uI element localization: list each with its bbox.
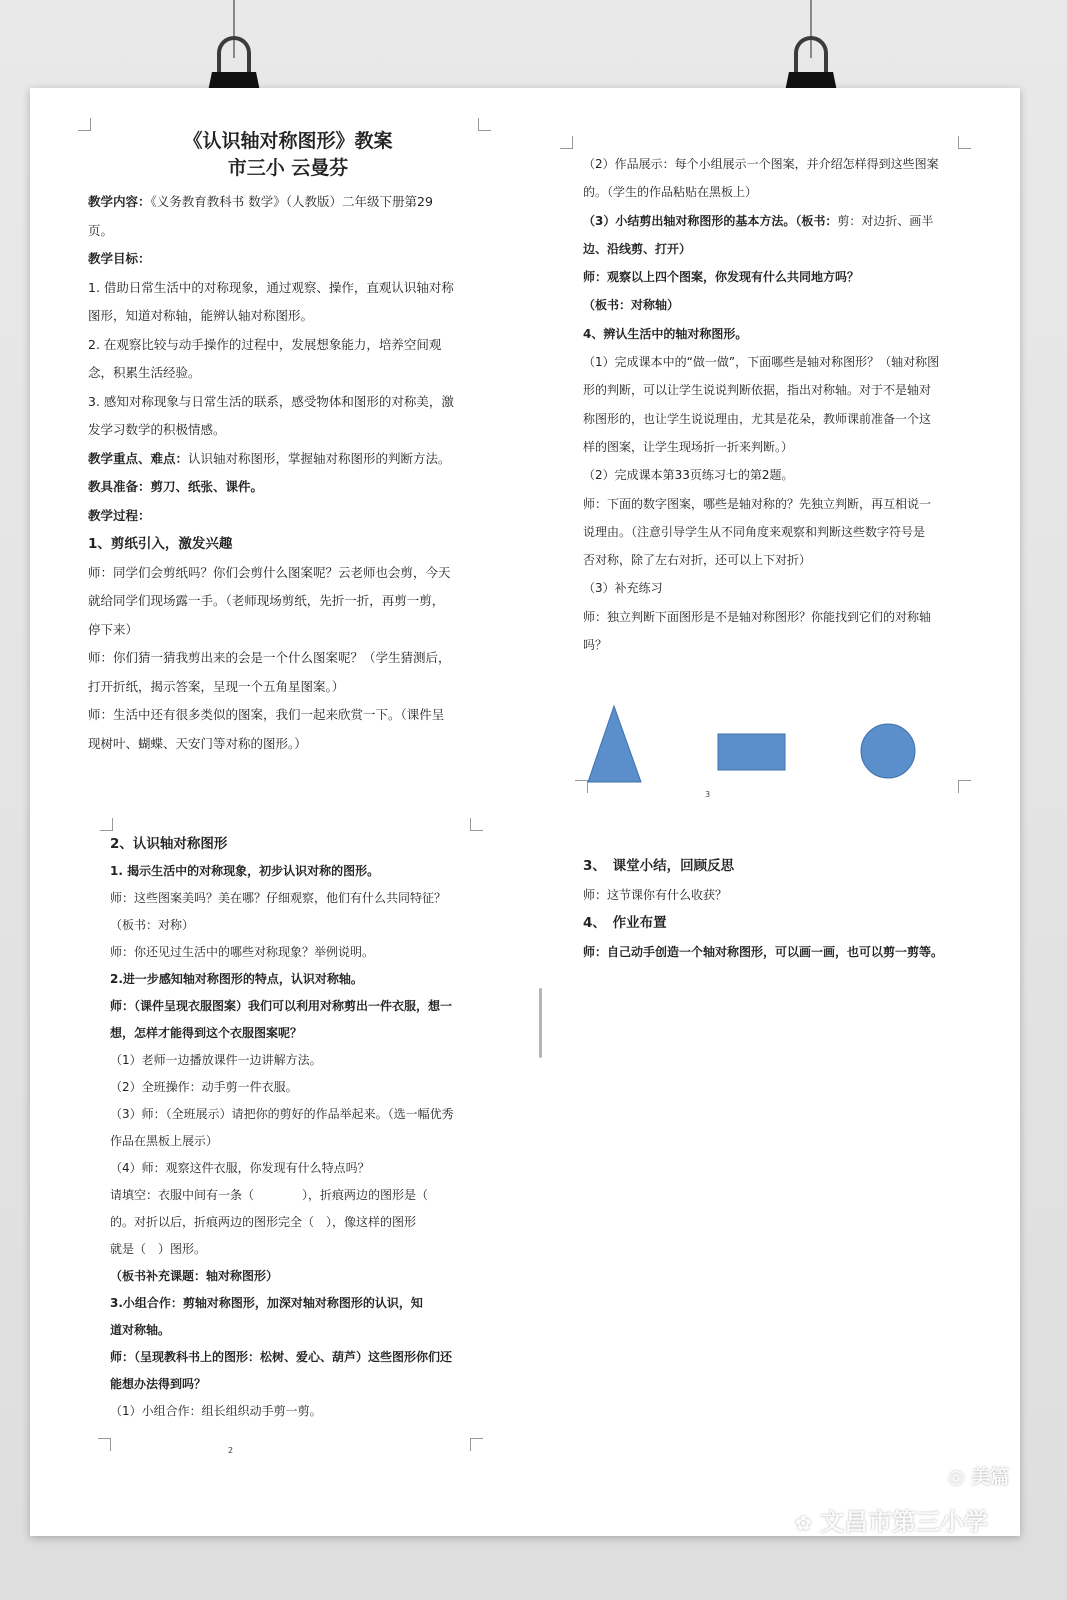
text-line: 称图形的，也让学生说说理由，尤其是花朵，教师课前准备一个这 bbox=[583, 411, 932, 426]
text-line: 3. 感知对称现象与日常生活的联系，感受物体和图形的对称美，激 bbox=[88, 393, 454, 409]
text-line: 1. 揭示生活中的对称现象，初步认识对称的图形。 bbox=[110, 864, 380, 878]
text-line: 师：这些图案美吗？美在哪？仔细观察，他们有什么共同特征？ bbox=[110, 891, 447, 905]
page-3 bbox=[583, 150, 968, 659]
text-line: 教学目标： bbox=[88, 251, 151, 266]
text-line: （3）补充练习 bbox=[583, 581, 663, 596]
text-line: 形的判断，可以让学生说说判断依据，指出对称轴。对于不是轴对 bbox=[583, 383, 932, 398]
page-number: 2 bbox=[228, 1446, 234, 1455]
text-line: 道对称轴。 bbox=[110, 1323, 171, 1337]
page-3-body bbox=[583, 150, 968, 659]
text-line: 3.小组合作：剪轴对称图形，加深对轴对称图形的认识，知 bbox=[110, 1296, 423, 1310]
crop-mark bbox=[958, 780, 971, 793]
text-line: （1）小组合作：组长组织动手剪一剪。 bbox=[110, 1404, 322, 1418]
text-line: 吗？ bbox=[583, 638, 608, 653]
crop-mark bbox=[98, 1438, 111, 1451]
text-line bbox=[583, 207, 968, 235]
watermark-account bbox=[795, 1502, 988, 1537]
text-line: 发学习数学的积极情感。 bbox=[88, 422, 226, 437]
line-rest: 《义务教育教科书 数学》（人教版）二年级下册第29 bbox=[150, 194, 433, 209]
crop-mark bbox=[470, 1438, 483, 1451]
author-line: 市三小 云曼芬 bbox=[227, 157, 349, 179]
line-lead: （3）小结剪出轴对称图形的基本方法。（板书： bbox=[583, 213, 838, 228]
text-line: 2. 在观察比较与动手操作的过程中，发展想象能力，培养空间观 bbox=[88, 336, 442, 352]
page-4 bbox=[583, 852, 983, 966]
text-line: 师：生活中还有很多类似的图案，我们一起来欣赏一下。（课件呈 bbox=[88, 707, 445, 722]
shape-exercise bbox=[585, 698, 945, 788]
text-line: 能想办法得到吗？ bbox=[110, 1377, 207, 1391]
section-heading: 3、 课堂小结，回顾反思 bbox=[583, 858, 735, 874]
wechat-icon: ✿ bbox=[795, 1511, 812, 1535]
text-line: 4、辨认生活中的轴对称图形。 bbox=[583, 326, 748, 341]
line-rest: 认识轴对称图形，掌握轴对称图形的判断方法。 bbox=[188, 450, 451, 466]
text-line: （4）师：观察这件衣服，你发现有什么特点吗？ bbox=[110, 1161, 370, 1175]
section-heading: 2、认识轴对称图形 bbox=[110, 836, 228, 852]
text-line: （2）完成课本第33页练习七的第2题。 bbox=[583, 468, 794, 483]
text-line: 想，怎样才能得到这个衣服图案呢？ bbox=[110, 1026, 303, 1040]
circle-shape bbox=[861, 724, 915, 778]
page-1 bbox=[88, 128, 488, 758]
text-line: 师：你还见过生活中的哪些对称现象？举例说明。 bbox=[110, 945, 375, 959]
text-line: 的。（学生的作品粘贴在黑板上） bbox=[583, 185, 758, 200]
rectangle-shape bbox=[718, 734, 785, 770]
text-line: 请填空：衣服中间有一条（ ），折痕两边的图形是（ bbox=[110, 1188, 429, 1202]
text-line: 师：同学们会剪纸吗？你们会剪什么图案呢？云老师也会剪，今天 bbox=[88, 564, 451, 580]
text-line: 否对称，除了左右对折，还可以上下对折） bbox=[583, 553, 812, 568]
watermark-brand-text: 美篇 bbox=[971, 1466, 1010, 1488]
text-line: 师：你们猜一猜我剪出来的会是一个什么图案呢？（学生猜测后， bbox=[88, 650, 451, 665]
line-lead: 教学重点、难点： bbox=[88, 450, 189, 466]
text-line: （3）师：（全班展示）请把你的剪好的作品举起来。（选一幅优秀 bbox=[110, 1107, 454, 1121]
crop-mark bbox=[100, 818, 113, 831]
text-line: 教学过程： bbox=[88, 507, 151, 523]
watermark-brand bbox=[948, 1462, 1009, 1489]
document-title: 《认识轴对称图形》教案 bbox=[183, 130, 393, 152]
text-line: 边、沿线剪、打开） bbox=[583, 241, 692, 256]
text-line: 师：（呈现教科书上的图形：松树、爱心、葫芦）这些图形你们还 bbox=[110, 1350, 453, 1364]
text-line: 师：独立判断下面图形是不是轴对称图形？你能找到它们的对称轴 bbox=[583, 609, 932, 624]
line-lead: 教学内容： bbox=[88, 194, 151, 209]
triangle-shape bbox=[588, 706, 641, 782]
text-line: 师：下面的数字图案，哪些是轴对称的？先独立判断，再互相说一 bbox=[583, 496, 932, 511]
text-line: （板书：对称轴） bbox=[583, 298, 680, 313]
text-line: 念，积累生活经验。 bbox=[88, 365, 201, 380]
text-line: （1）完成课本中的“做一做”，下面哪些是轴对称图形？（轴对称图 bbox=[583, 355, 940, 370]
text-line: （2）全班操作：动手剪一件衣服。 bbox=[110, 1080, 298, 1094]
text-line: 教具准备：剪刀、纸张、课件。 bbox=[88, 479, 264, 494]
page-2 bbox=[110, 831, 510, 1425]
text-line: 师：自己动手创造一个轴对称图形，可以画一画，也可以剪一剪等。 bbox=[583, 944, 944, 959]
text-line: 打开折纸，揭示答案，呈现一个五角星图案。） bbox=[88, 678, 345, 694]
text-line: （2）作品展示：每个小组展示一个图案，并介绍怎样得到这些图案 bbox=[583, 157, 939, 171]
text-line: 师：（课件呈现衣服图案）我们可以利用对称剪出一件衣服，想一 bbox=[110, 999, 453, 1013]
brand-logo-icon: ◎ bbox=[948, 1466, 965, 1488]
line-rest: 剪：对边折、画半 bbox=[837, 213, 934, 228]
section-heading: 1、剪纸引入，激发兴趣 bbox=[88, 536, 233, 552]
text-line: 停下来） bbox=[88, 621, 139, 637]
watermark-account-text: 文昌市第三小学 bbox=[820, 1508, 989, 1536]
text-line: 现树叶、蝴蝶、天安门等对称的图形。） bbox=[88, 735, 307, 751]
section-heading: 4、 作业布置 bbox=[583, 915, 667, 931]
text-line: 师：这节课你有什么收获？ bbox=[583, 887, 728, 902]
text-line: 作品在黑板上展示） bbox=[110, 1134, 219, 1148]
text-line: （板书补充课题：轴对称图形） bbox=[110, 1269, 279, 1283]
scroll-indicator bbox=[539, 988, 542, 1058]
text-line: 就是（ ）图形。 bbox=[110, 1242, 207, 1256]
text-line: 2.进一步感知轴对称图形的特点，认识对称轴。 bbox=[110, 972, 363, 986]
text-line bbox=[88, 188, 488, 217]
page-4-body bbox=[583, 852, 983, 966]
text-line: （板书：对称） bbox=[110, 918, 195, 932]
crop-mark bbox=[470, 818, 483, 831]
text-line: （1）老师一边播放课件一边讲解方法。 bbox=[110, 1053, 322, 1067]
text-line: 样的图案，让学生现场折一折来判断。） bbox=[583, 439, 794, 454]
text-line: 页。 bbox=[88, 222, 114, 238]
text-line: 师：观察以上四个图案，你发现有什么共同地方吗？ bbox=[583, 270, 860, 285]
text-line: 就给同学们现场露一手。（老师现场剪纸，先折一折，再剪一剪， bbox=[88, 593, 445, 608]
text-line: 说理由。（注意引导学生从不同角度来观察和判断这些数字符号是 bbox=[583, 524, 926, 539]
page-1-body bbox=[88, 188, 488, 758]
crop-mark bbox=[958, 136, 971, 149]
text-line: 的。对折以后，折痕两边的图形完全（ ），像这样的图形 bbox=[110, 1215, 417, 1229]
printed-sheet bbox=[30, 88, 1020, 1536]
page-2-body bbox=[110, 831, 510, 1425]
text-line: 图形，知道对称轴，能辨认轴对称图形。 bbox=[88, 308, 314, 323]
text-line bbox=[88, 445, 488, 474]
page-number: 3 bbox=[705, 790, 711, 799]
text-line: 1. 借助日常生活中的对称现象，通过观察、操作，直观认识轴对称 bbox=[88, 279, 454, 295]
crop-mark bbox=[560, 136, 573, 149]
